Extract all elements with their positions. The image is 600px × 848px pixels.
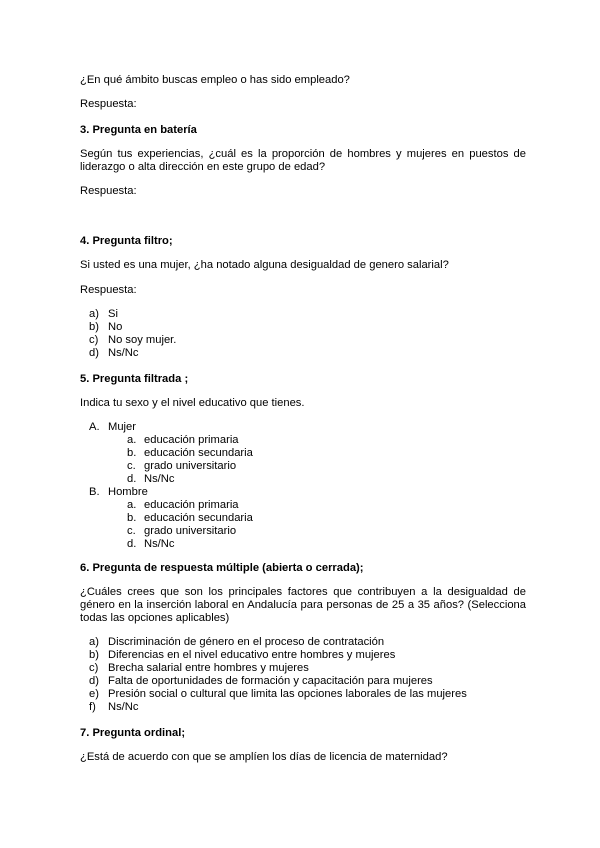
- option-marker: a): [89, 636, 99, 648]
- question-ambito: ¿En qué ámbito buscas empleo o has sido empleado?: [80, 74, 350, 86]
- option-label: Ns/Nc: [108, 347, 139, 359]
- q6-text-line: todas las opciones aplicables): [80, 612, 230, 624]
- group-marker: B.: [89, 486, 100, 498]
- q6-text-line: género en la inserción laboral en Andalucía para personas de 25 a 35 años? (Selecciona: [80, 599, 526, 611]
- option-label: Brecha salarial entre hombres y mujeres: [108, 662, 309, 674]
- option-label: Ns/Nc: [144, 538, 175, 550]
- group-label: Hombre: [108, 486, 148, 498]
- option-marker: f): [89, 701, 96, 713]
- q3-title: 3. Pregunta en batería: [80, 124, 197, 136]
- option-label: Si: [108, 308, 118, 320]
- option-marker: b): [89, 649, 99, 661]
- q5-text: Indica tu sexo y el nivel educativo que tienes.: [80, 397, 305, 409]
- option-label: Diferencias en el nivel educativo entre hombres y mujeres: [108, 649, 396, 661]
- option-marker: c.: [127, 525, 136, 537]
- q5-title: 5. Pregunta filtrada ;: [80, 373, 189, 385]
- option-label: Discriminación de género en el proceso de contratación: [108, 636, 385, 648]
- option-label: educación primaria: [144, 434, 239, 446]
- q6-text-line: ¿Cuáles crees que son los principales factores que contribuyen a la desigualdad de: [80, 586, 526, 598]
- q7-text: ¿Está de acuerdo con que se amplíen los días de licencia de maternidad?: [80, 751, 448, 763]
- q4-answer-label: Respuesta:: [80, 284, 137, 296]
- option-marker: d): [89, 675, 99, 687]
- q3-text-line: Según tus experiencias, ¿cuál es la proporción de hombres y mujeres en puestos de: [80, 148, 526, 160]
- q6-title: 6. Pregunta de respuesta múltiple (abierta o cerrada);: [80, 562, 364, 574]
- option-marker: a): [89, 308, 99, 320]
- answer-label: Respuesta:: [80, 98, 137, 110]
- option-marker: e): [89, 688, 99, 700]
- option-marker: b.: [127, 447, 137, 459]
- option-label: Falta de oportunidades de formación y capacitación para mujeres: [108, 675, 433, 687]
- option-marker: c): [89, 662, 99, 674]
- option-label: Ns/Nc: [144, 473, 175, 485]
- option-label: educación primaria: [144, 499, 239, 511]
- option-marker: a.: [127, 434, 137, 446]
- option-marker: b): [89, 321, 99, 333]
- option-label: No: [108, 321, 123, 333]
- option-label: educación secundaria: [144, 447, 253, 459]
- option-marker: c.: [127, 460, 136, 472]
- q4-text: Si usted es una mujer, ¿ha notado alguna desigualdad de genero salarial?: [80, 259, 449, 271]
- option-marker: d): [89, 347, 99, 359]
- option-label: grado universitario: [144, 525, 237, 537]
- q7-title: 7. Pregunta ordinal;: [80, 727, 186, 739]
- option-marker: d.: [127, 473, 137, 485]
- q3-answer-label: Respuesta:: [80, 185, 137, 197]
- option-marker: d.: [127, 538, 137, 550]
- option-marker: a.: [127, 499, 137, 511]
- option-label: educación secundaria: [144, 512, 253, 524]
- option-label: grado universitario: [144, 460, 237, 472]
- option-marker: c): [89, 334, 99, 346]
- option-label: Presión social o cultural que limita las opciones laborales de las mujeres: [108, 688, 467, 700]
- group-marker: A.: [89, 421, 100, 433]
- q3-text-line: liderazgo o alta dirección en este grupo de edad?: [80, 161, 326, 173]
- group-label: Mujer: [108, 421, 136, 433]
- option-marker: b.: [127, 512, 137, 524]
- q4-title: 4. Pregunta filtro;: [80, 235, 173, 247]
- option-label: Ns/Nc: [108, 701, 139, 713]
- option-label: No soy mujer.: [108, 334, 177, 346]
